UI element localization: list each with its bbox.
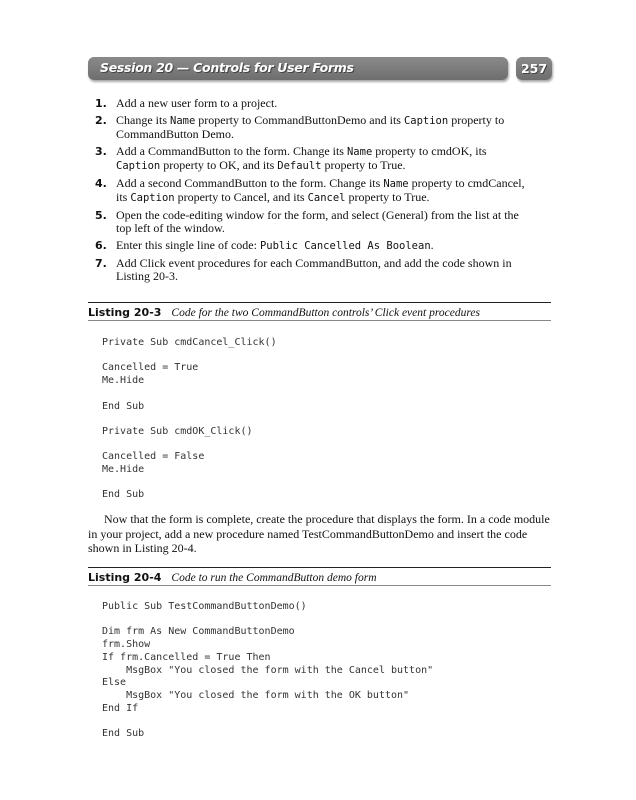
step-list — [88, 97, 528, 287]
step-number: 1. — [95, 97, 107, 110]
step-text: Add a new user form to a project. — [116, 96, 278, 110]
listing-label: Listing 20-3 — [88, 306, 162, 319]
step-text: property to CommandButtonDemo and its — [195, 113, 404, 127]
listing-caption — [88, 571, 377, 584]
step-item — [88, 209, 528, 235]
step-text: property to cmdOK, its — [372, 144, 487, 158]
code-term: Public Cancelled As Boolean — [259, 240, 431, 252]
code-term: Name — [170, 115, 196, 127]
step-number: 6. — [95, 239, 107, 252]
step-text: property to True. — [321, 158, 406, 172]
step-text: Change its — [116, 113, 170, 127]
step-number: 5. — [95, 209, 107, 222]
step-number: 4. — [95, 177, 107, 190]
step-text: property to Cancel, and its — [174, 190, 308, 204]
code-term: Cancel — [307, 192, 346, 204]
code-term: Caption — [116, 160, 161, 172]
running-header — [88, 57, 508, 80]
step-number: 2. — [95, 114, 107, 127]
step-item — [88, 114, 528, 141]
body-paragraph: Now that the form is complete, create the procedure that displays the form. In a code module in your project, add a new procedure named TestCommandButtonDemo and insert the code shown in Listing 20-4. — [88, 512, 550, 555]
code-listing: Public Sub TestCommandButtonDemo() Dim frm As New CommandButtonDemo frm.Show If frm.Cancelled = True Then MsgBox "You closed the form with the Cancel button" Else MsgBox "You closed the form with the OK button" End If End Sub — [102, 601, 434, 740]
step-text: Open the code-editing window for the form, and select (General) from the list at the top left of the window. — [116, 208, 519, 235]
step-text: Add a second CommandButton to the form. Change its — [116, 176, 384, 190]
step-text: property to True. — [345, 190, 430, 204]
page-number: 257 — [516, 57, 552, 80]
step-text: property to OK, and its — [160, 158, 278, 172]
listing-top-rule — [88, 567, 551, 568]
listing-bottom-rule — [88, 320, 551, 321]
listing-caption — [88, 306, 480, 319]
listing-description: Code to run the CommandButton demo form — [171, 572, 377, 584]
step-item — [88, 177, 528, 205]
step-number: 3. — [95, 145, 107, 158]
step-number: 7. — [95, 257, 107, 270]
step-text: Enter this single line of code: — [116, 238, 260, 252]
code-term: Name — [346, 146, 373, 158]
step-text: Add a CommandButton to the form. Change its — [116, 144, 347, 158]
step-text: property to cmdCancel, its — [116, 176, 525, 204]
code-term: Default — [277, 160, 322, 172]
code-term: Caption — [130, 192, 175, 204]
step-item — [88, 257, 528, 283]
step-text: Add Click event procedures for each CommandButton, and add the code shown in Listing 20-3. — [116, 256, 512, 283]
code-term: Name — [383, 178, 409, 190]
code-listing: Private Sub cmdCancel_Click() Cancelled = True Me.Hide End Sub Private Sub cmdOK_Click() Cancelled = False Me.Hide End Sub — [102, 337, 277, 501]
header-title: Session 20 — Controls for User Forms — [100, 60, 354, 75]
step-item — [88, 239, 528, 253]
code-term: Caption — [403, 115, 449, 127]
listing-top-rule — [88, 302, 551, 303]
listing-bottom-rule — [88, 585, 551, 586]
listing-label: Listing 20-4 — [88, 571, 162, 584]
listing-description: Code for the two CommandButton controls’ Click event procedures — [171, 307, 480, 319]
step-text: . — [430, 238, 434, 252]
step-item — [88, 145, 528, 173]
step-text: property to CommandButton Demo. — [116, 113, 505, 141]
step-item — [88, 97, 528, 110]
